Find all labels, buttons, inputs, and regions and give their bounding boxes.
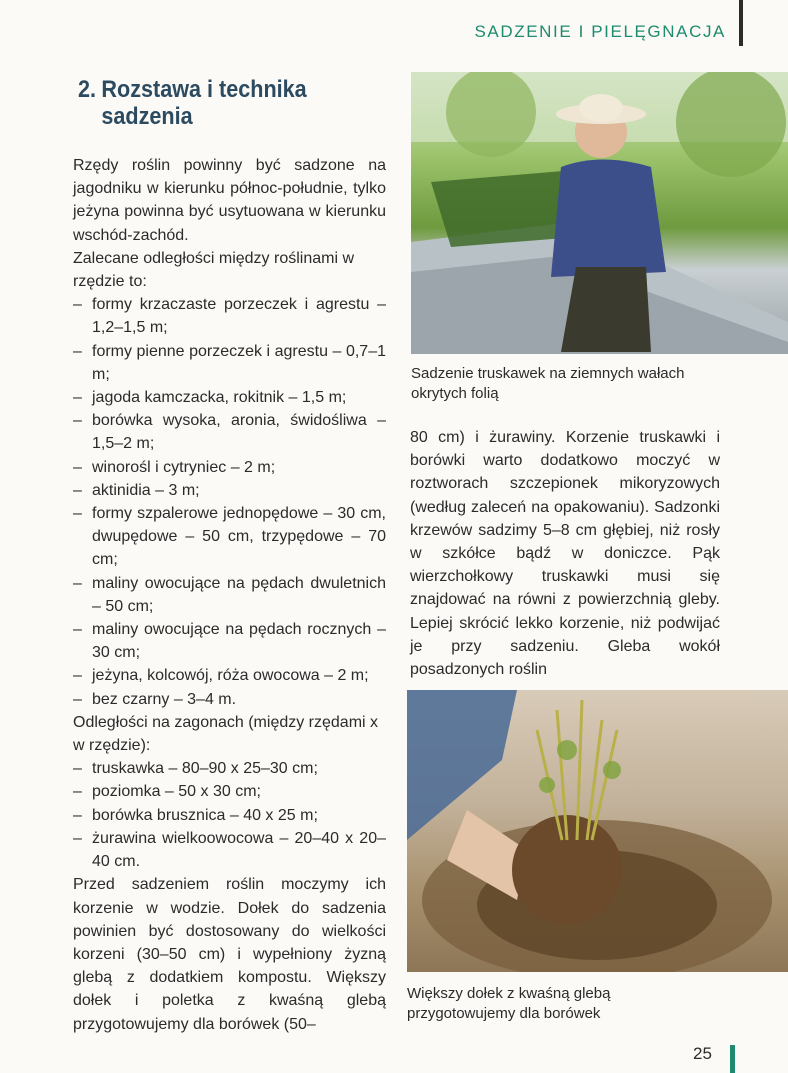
photo-blueberry-hole bbox=[407, 690, 788, 972]
page-number-bar bbox=[730, 1045, 735, 1073]
beds-list bbox=[73, 757, 386, 873]
page-title bbox=[78, 76, 307, 130]
spacing-list bbox=[73, 293, 386, 711]
list-item: – maliny owocujące na pędach dwuletnich – 50 cm; bbox=[73, 572, 386, 618]
list-item: – formy pienne porzeczek i agrestu – 0,7–1 m; bbox=[73, 340, 386, 386]
intro-paragraph: Rzędy roślin powinny być sadzone na jagodniku w kierunku północ-południe, tylko jeżyna powinna być usytuowana w kierunku wschód-zachód. bbox=[73, 157, 386, 244]
list-item: – jeżyna, kolcowój, róża owocowa – 2 m; bbox=[73, 664, 386, 687]
list-item: – borówka brusznica – 40 x 25 m; bbox=[73, 804, 386, 827]
spacing-intro: Zalecane odległości między roślinami w rzędzie to: bbox=[73, 249, 355, 291]
list-item: – bez czarny – 3–4 m. bbox=[73, 688, 386, 711]
beds-intro: Odległości na zagonach (między rzędami x w rzędzie): bbox=[73, 713, 379, 755]
title-line-1: Rozstawa i technika bbox=[101, 76, 307, 103]
list-item: – formy szpalerowe jednopędowe – 30 cm, dwupędowe – 50 cm, trzypędowe – 70 cm; bbox=[73, 502, 386, 572]
section-number: 2. bbox=[78, 76, 97, 103]
photo-illustration-2 bbox=[407, 690, 788, 972]
closing-paragraph: Przed sadzeniem roślin moczymy ich korzenie w wodzie. Dołek do sadzenia powinien być dostosowany do wielkości korzeni (30–50 cm) i wypełniony żyzną glebą z dodatkiem kompostu. Większy dołek i poletka z kwaśną glebą przygotowujemy dla borówek (50– bbox=[73, 876, 386, 1033]
right-paragraph: 80 cm) i żurawiny. Korzenie truskawki i borówki warto dodatkowo moczyć w roztworach szczepionek mikoryzowych (według zaleceń na opakowaniu). Sadzonki krzewów sadzimy 5–8 cm głębiej, niż rosły w szkółce bądź w doniczce. Pąk wierzchołkowy truskawki musi się znajdować na równi z powierzchnią gleby. Lepiej skrócić lekko korzenie, niż podwijać je przy sadzeniu. Gleba wokół posadzonych roślin bbox=[410, 429, 720, 679]
list-item: – poziomka – 50 x 30 cm; bbox=[73, 780, 386, 803]
title-line-2: sadzenia bbox=[101, 103, 193, 130]
list-item: – aktinidia – 3 m; bbox=[73, 479, 386, 502]
list-item: – jagoda kamczacka, rokitnik – 1,5 m; bbox=[73, 386, 386, 409]
left-column bbox=[73, 154, 386, 1036]
section-header: SADZENIE I PIELĘGNACJA bbox=[474, 22, 726, 41]
header-divider bbox=[739, 0, 743, 46]
photo-illustration-1 bbox=[411, 72, 788, 354]
list-item: – borówka wysoka, aronia, świdośliwa – 1,5–2 m; bbox=[73, 409, 386, 455]
list-item: – winorośl i cytryniec – 2 m; bbox=[73, 456, 386, 479]
right-column bbox=[410, 426, 720, 681]
list-item: – truskawka – 80–90 x 25–30 cm; bbox=[73, 757, 386, 780]
page-number: 25 bbox=[693, 1044, 712, 1063]
photo2-caption: Większy dołek z kwaśną glebą przygotowujemy dla borówek bbox=[407, 985, 611, 1022]
list-item: – maliny owocujące na pędach rocznych – 30 cm; bbox=[73, 618, 386, 664]
list-item: – żurawina wielkoowocowa – 20–40 x 20–40 cm. bbox=[73, 827, 386, 873]
list-item: – formy krzaczaste porzeczek i agrestu – 1,2–1,5 m; bbox=[73, 293, 386, 339]
photo1-caption: Sadzenie truskawek na ziemnych wałach okrytych folią bbox=[411, 365, 685, 402]
photo-strawberry-planting bbox=[411, 72, 788, 354]
